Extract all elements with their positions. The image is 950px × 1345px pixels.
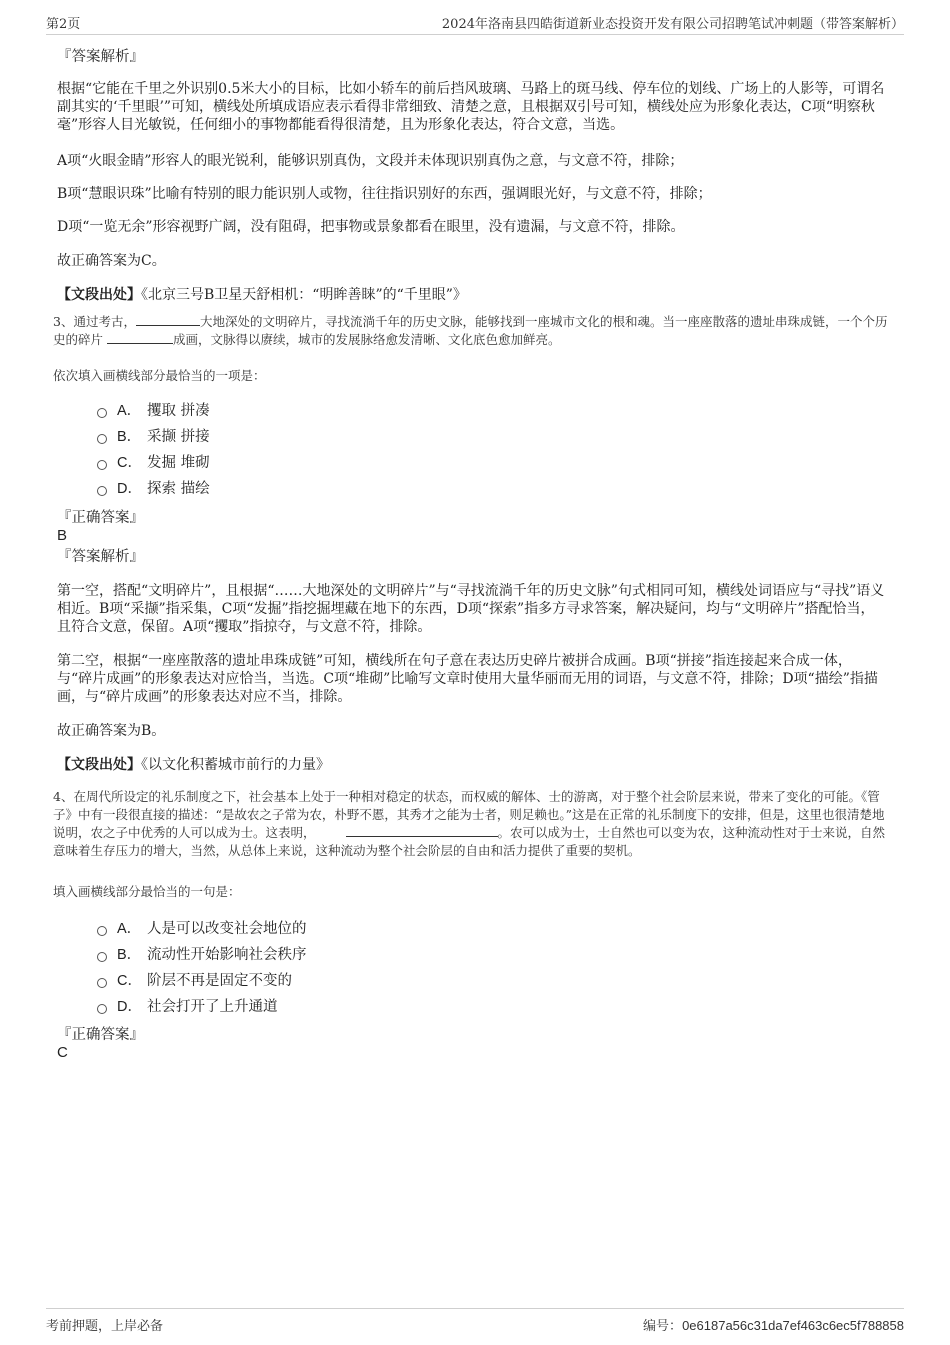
q2-analysis-p4: D项“一览无余”形容视野广阔，没有阻碍，把事物或景象都看在眼里，没有遗漏，与文意不符，排除。 (57, 219, 685, 235)
q4-stem (53, 788, 895, 860)
q4-option-b[interactable] (97, 946, 307, 964)
option-letter: C． (117, 455, 142, 471)
q4-prompt: 填入画横线部分最恰当的一句是： (53, 884, 241, 899)
option-letter: B． (117, 429, 142, 445)
option-text: 流动性开始影响社会秩序 (147, 947, 307, 963)
page-footer (46, 1308, 904, 1337)
q4-stem-part: 4、在周代所设定的礼乐制度之下，社会基本上处于一种相对稳定的状态，而权威的解体、士的游离，对于整个社会阶层来说，带来了变化的可能。《管子》中有一段很直接的描述：“是故农之子常为农，朴野不慝，其秀才之能为士者，则足赖也。”这是在正常的礼乐制度下的安排，但是，这里也很清楚地说明，农之子中优秀的人可以成为士。这表明， (53, 789, 885, 840)
q3-blank-1 (136, 313, 200, 326)
q3-analysis-p1: 第一空，搭配“文明碎片”，且根据“……大地深处的文明碎片”与“寻找流淌千年的历史文脉”句式相同可知，横线处词语应与“寻找”语义相近。B项“采撷”指采集，C项“发掘”指挖掘埋藏在地下的东西，D项“探索”指多方寻求答案，解决疑问，均与“文明碎片”搭配恰当，且符合文意，保留。A项“攫取”指掠夺，与文意不符，排除。 (57, 583, 885, 635)
q4-stem-part: 。农可以成为士，士自然也可以变为农，这种流动性对于士来说，自然意味着生存压力的增大，当然，从总体上来说，这种流动为整个社会阶层的自由和活力提供了重要的契机。 (53, 825, 886, 858)
option-letter: D． (117, 481, 142, 497)
option-text: 社会打开了上升通道 (147, 999, 278, 1015)
option-text: 阶层不再是固定不变的 (147, 973, 292, 989)
radio-icon[interactable] (97, 1004, 107, 1014)
page-number: 第2页 (46, 17, 81, 32)
footer-slogan: 考前押题，上岸必备 (46, 1319, 164, 1334)
radio-icon[interactable] (97, 486, 107, 496)
q3-analysis-p2: 第二空，根据“一座座散落的遗址串珠成链”可知，横线所在句子意在表达历史碎片被拼合成画。B项“拼接”指连接起来合成一体，与“碎片成画”的形象表达对应恰当，当选。C项“堆砌”比喻写文章时使用大量华丽而无用的词语，与文意不符，排除；D项“描绘”指描画，与“碎片成画”的形象表达对应不当，排除。 (57, 653, 878, 705)
q3-stem-part: 3、通过考古， (53, 314, 136, 329)
page-header (46, 10, 904, 35)
q3-analysis-label: 『答案解析』 (57, 549, 144, 565)
radio-icon[interactable] (97, 434, 107, 444)
code-value: 0e6187a56c31da7ef463c6ec5f788858 (682, 1318, 904, 1333)
option-text: 采撷 拼接 (147, 429, 210, 445)
q4-blank (346, 824, 498, 837)
q3-correct-answer: B (57, 527, 68, 544)
q3-prompt: 依次填入画横线部分最恰当的一项是： (53, 368, 266, 383)
q2-analysis-p3: B项“慧眼识珠”比喻有特别的眼力能识别人或物，往往指识别好的东西，强调眼光好，与文意不符，排除； (57, 186, 712, 202)
radio-icon[interactable] (97, 952, 107, 962)
radio-icon[interactable] (97, 408, 107, 418)
q3-blank-2 (107, 331, 173, 344)
q3-option-c[interactable] (97, 454, 210, 472)
source-label: 【文段出处】 (57, 757, 141, 773)
option-letter: D． (117, 999, 142, 1015)
q3-stem-part: 成画，文脉得以赓续，城市的发展脉络愈发清晰、文化底色愈加鲜亮。 (173, 332, 561, 347)
q2-analysis-p2: A项“火眼金睛”形容人的眼光锐利，能够识别真伪，文段并未体现识别真伪之意，与文意不符，排除； (57, 153, 684, 169)
option-text: 探索 描绘 (147, 481, 210, 497)
q2-analysis-label: 『答案解析』 (57, 49, 144, 65)
q3-correct-label: 『正确答案』 (57, 510, 144, 526)
q3-stem (53, 313, 895, 349)
q3-conclusion: 故正确答案为B。 (57, 723, 166, 739)
option-text: 人是可以改变社会地位的 (147, 921, 307, 937)
q3-option-b[interactable] (97, 428, 210, 446)
q3-option-a[interactable] (97, 402, 210, 420)
q4-option-c[interactable] (97, 972, 292, 990)
option-text: 攫取 拼凑 (147, 403, 210, 419)
q4-correct-answer: C (57, 1044, 68, 1061)
radio-icon[interactable] (97, 926, 107, 936)
q2-source (57, 286, 887, 304)
option-letter: A． (117, 921, 142, 937)
document-code (643, 1315, 904, 1334)
code-label: 编号： (643, 1319, 683, 1334)
q3-source (57, 756, 887, 774)
q2-analysis-p1: 根据“它能在千里之外识别0.5米大小的目标，比如小轿车的前后挡风玻璃、马路上的斑马线、停车位的划线、广场上的人影等，可谓名副其实的‘千里眼’”可知，横线处所填成语应表示看得非常细致、清楚之意，且根据双引号可知，横线处应为形象化表达，C项“明察秋毫”形容人目光敏锐，任何细小的事物都能看得很清楚，且为形象化表达，符合文意，当选。 (57, 81, 885, 133)
q4-correct-label: 『正确答案』 (57, 1027, 144, 1043)
document-title: 2024年洛南县四皓街道新业态投资开发有限公司招聘笔试冲刺题（带答案解析） (441, 17, 904, 32)
q3-stem-part: 一个个历史的碎片 (53, 314, 888, 347)
q2-conclusion: 故正确答案为C。 (57, 253, 166, 269)
source-label: 【文段出处】 (57, 287, 141, 303)
radio-icon[interactable] (97, 978, 107, 988)
q3-stem-part: 大地深处的文明碎片，寻找流淌千年的历史文脉，能够找到一座城市文化的根和魂。当一座座散落的遗址串珠成链， (199, 314, 838, 329)
option-letter: C． (117, 973, 142, 989)
option-letter: A． (117, 403, 142, 419)
option-letter: B． (117, 947, 142, 963)
option-text: 发掘 堆砌 (147, 455, 210, 471)
radio-icon[interactable] (97, 460, 107, 470)
q3-option-d[interactable] (97, 480, 210, 498)
q4-option-d[interactable] (97, 998, 278, 1016)
q4-option-a[interactable] (97, 920, 307, 938)
source-title: 《以文化积蓄城市前行的力量》 (141, 757, 330, 773)
source-title: 《北京三号B卫星天舒相机：“明眸善睐”的“千里眼”》 (141, 287, 467, 303)
